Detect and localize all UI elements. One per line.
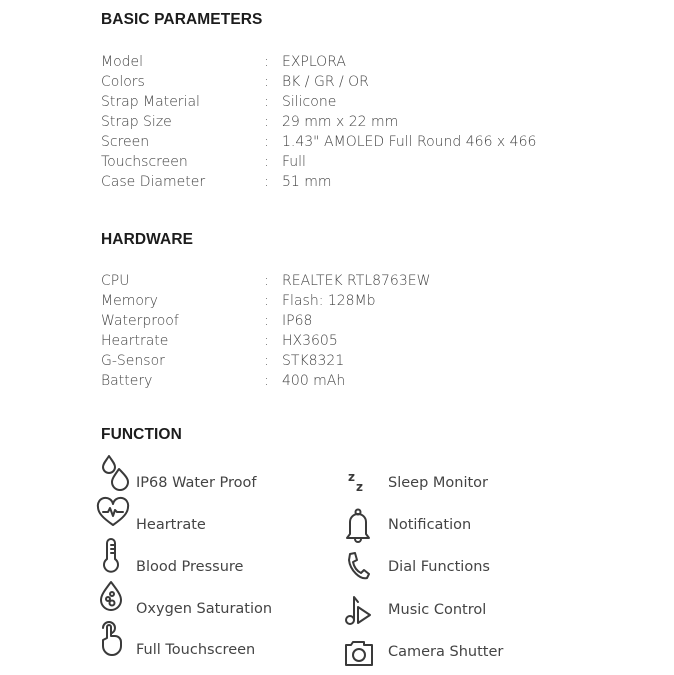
bell-icon <box>336 508 370 544</box>
svg-text:z: z <box>348 470 355 484</box>
spec-value: Flash: 128Mb <box>282 293 376 309</box>
feature-label: Blood Pressure <box>136 559 244 575</box>
spec-separator: : <box>264 313 269 329</box>
spec-label: Model <box>101 54 144 70</box>
hardware-heading: HARDWARE <box>101 231 194 248</box>
spec-value: Silicone <box>282 94 337 110</box>
phone-icon <box>336 550 370 586</box>
spec-separator: : <box>264 134 269 150</box>
spec-separator: : <box>264 273 269 289</box>
basic-parameters-heading: BASIC PARAMETERS <box>101 11 263 28</box>
spec-value: Full <box>282 154 306 170</box>
spec-separator: : <box>264 174 269 190</box>
feature-label: Sleep Monitor <box>388 475 489 491</box>
spec-value: EXPLORA <box>282 54 346 70</box>
spec-separator: : <box>264 353 269 369</box>
spec-separator: : <box>264 293 269 309</box>
oxygen-drop-icon <box>99 581 133 617</box>
spec-separator: : <box>264 114 269 130</box>
spec-separator: : <box>264 54 269 70</box>
spec-label: G-Sensor <box>101 353 165 369</box>
spec-separator: : <box>264 94 269 110</box>
spec-label: Heartrate <box>101 333 169 349</box>
thermometer-icon <box>101 539 135 575</box>
spec-value: BK / GR / OR <box>282 74 369 90</box>
touch-finger-icon <box>101 622 135 658</box>
function-heading: FUNCTION <box>101 426 182 443</box>
spec-value: IP68 <box>282 313 313 329</box>
spec-label: Strap Size <box>101 114 172 130</box>
water-drops-icon <box>101 455 135 491</box>
feature-label: IP68 Water Proof <box>136 475 257 491</box>
spec-separator: : <box>264 154 269 170</box>
spec-value: REALTEK RTL8763EW <box>282 273 431 289</box>
feature-label: Music Control <box>388 602 487 618</box>
spec-label: Battery <box>101 373 153 389</box>
svg-text:z: z <box>356 480 363 494</box>
spec-value: 1.43" AMOLED Full Round 466 x 466 <box>282 134 537 150</box>
feature-label: Full Touchscreen <box>136 642 256 658</box>
heart-pulse-icon <box>97 497 131 533</box>
camera-icon <box>336 635 370 671</box>
feature-label: Dial Functions <box>388 559 490 575</box>
spec-label: Colors <box>101 74 145 90</box>
feature-label: Oxygen Saturation <box>136 601 273 617</box>
spec-label: Memory <box>101 293 158 309</box>
sleep-zz-icon <box>336 466 370 502</box>
spec-separator: : <box>264 373 269 389</box>
spec-value: STK8321 <box>282 353 345 369</box>
music-play-icon <box>336 593 370 629</box>
spec-value: 29 mm x 22 mm <box>282 114 399 130</box>
spec-value: HX3605 <box>282 333 338 349</box>
spec-label: Strap Material <box>101 94 200 110</box>
spec-label: Waterproof <box>101 313 179 329</box>
spec-value: 51 mm <box>282 174 332 190</box>
spec-label: Screen <box>101 134 150 150</box>
feature-label: Camera Shutter <box>388 644 504 660</box>
spec-label: Case Diameter <box>101 174 206 190</box>
spec-label: CPU <box>101 273 130 289</box>
feature-label: Heartrate <box>136 517 206 533</box>
spec-separator: : <box>264 74 269 90</box>
spec-separator: : <box>264 333 269 349</box>
spec-value: 400 mAh <box>282 373 346 389</box>
feature-label: Notification <box>388 517 472 533</box>
spec-label: Touchscreen <box>101 154 188 170</box>
